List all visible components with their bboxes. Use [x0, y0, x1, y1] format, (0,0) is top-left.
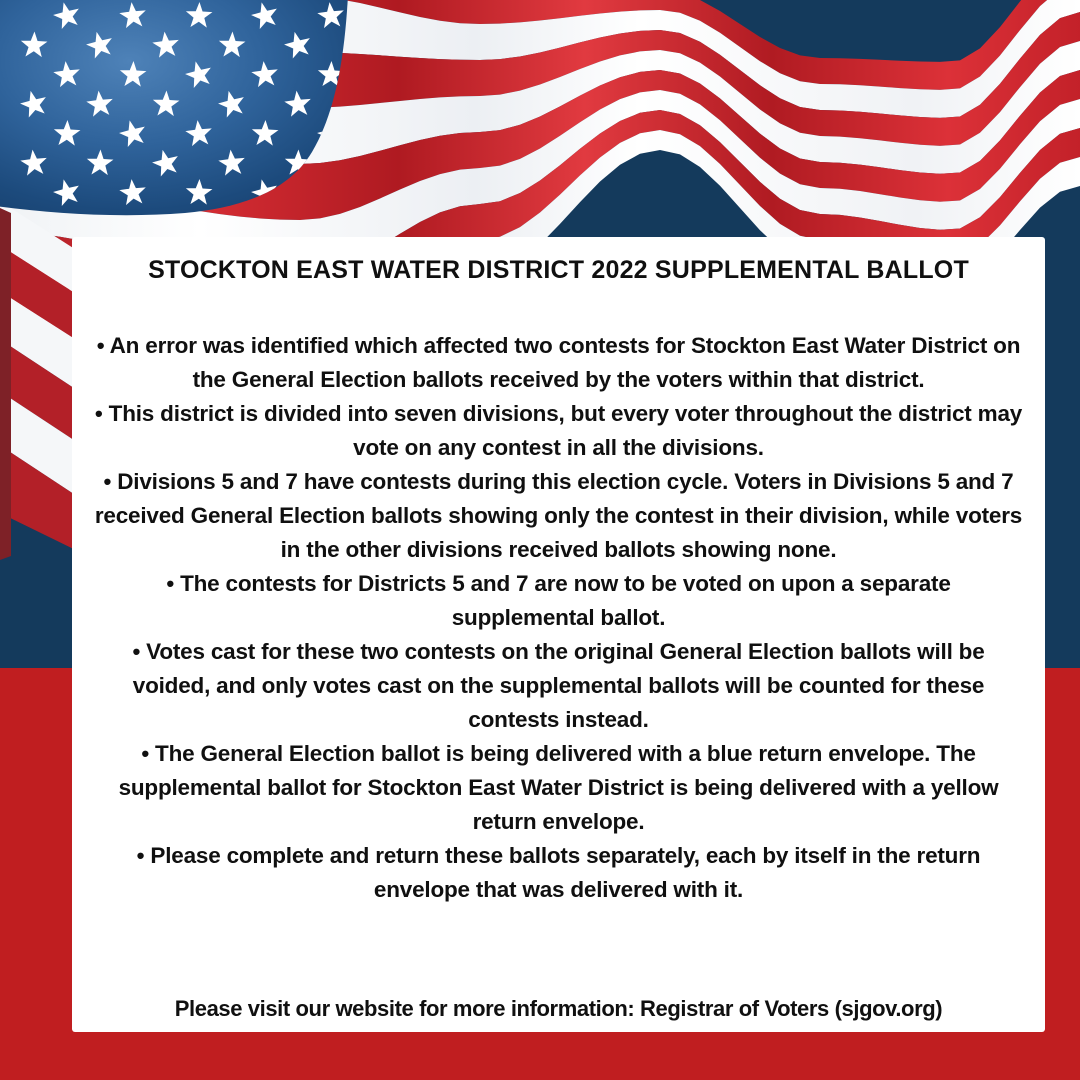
bullet-item: • The contests for Districts 5 and 7 are now to be voted on upon a separate supplemental ballot. [166, 571, 951, 630]
bullet-list [94, 329, 1023, 907]
bullet-item: • Please complete and return these ballots separately, each by itself in the return envelope that was delivered with it. [136, 843, 981, 902]
flag-edge-strip [0, 208, 11, 560]
bullet-item: • This district is divided into seven divisions, but every voter throughout the district may vote on any contest in all the divisions. [94, 401, 1023, 460]
announcement-card [72, 237, 1045, 1032]
bullet-item: • Votes cast for these two contests on the original General Election ballots will be voided, and only votes cast on the supplemental ballots will be counted for these contests instead. [132, 639, 985, 732]
footer-note: Please visit our website for more information: Registrar of Voters (sjgov.org) [174, 996, 943, 1021]
bullet-item: • The General Election ballot is being delivered with a blue return envelope. The supplemental ballot for Stockton East Water District is being delivered with a yellow return envelope. [118, 741, 999, 834]
bullet-item: • An error was identified which affected two contests for Stockton East Water District on the General Election ballots received by the voters within that district. [96, 333, 1021, 392]
bullet-item: • Divisions 5 and 7 have contests during this election cycle. Voters in Divisions 5 and 7 received General Election ballots showing only the contest in their division, while voters in the other divisions received ballots showing none. [94, 469, 1023, 562]
poster-title: STOCKTON EAST WATER DISTRICT 2022 SUPPLEMENTAL BALLOT [148, 256, 969, 284]
